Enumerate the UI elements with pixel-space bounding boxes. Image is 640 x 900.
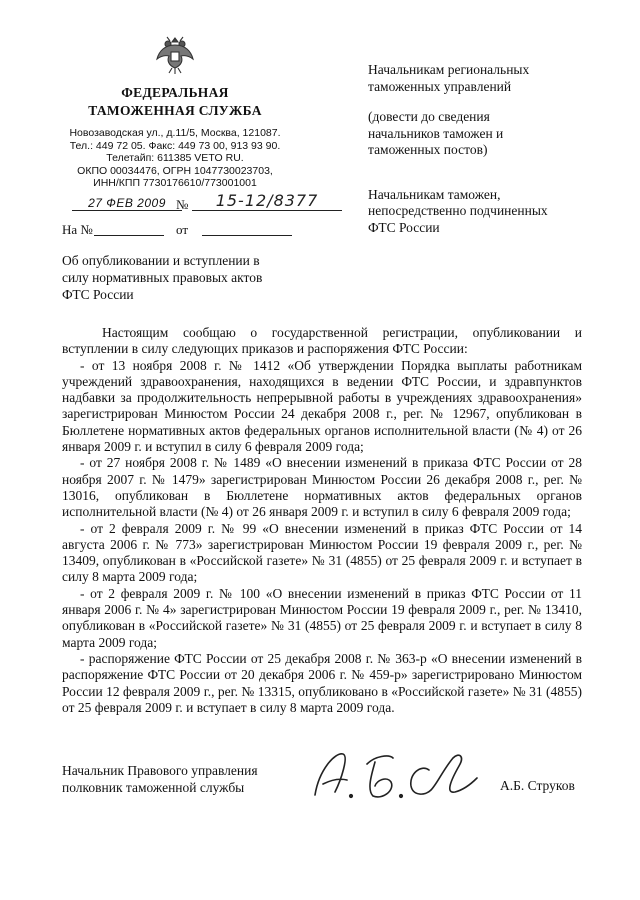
handwritten-signature-icon — [305, 740, 490, 810]
body-item: - от 2 февраля 2009 г. № 100 «О внесении изменений в приказ ФТС России от 11 января 2006 г. № 4» зарегистрирован Минюстом России 19 февраля 2009 г., рег. № 13410, опубликован в «Российской газете» № 31 (4855) от 25 февраля 2009 г. и вступает в силу 8 марта 2009 года; — [62, 585, 582, 650]
outgoing-date-number — [62, 191, 319, 218]
signatory-title — [62, 762, 302, 796]
body-item: - от 2 февраля 2009 г. № 99 «О внесении изменений в приказ ФТС России от 14 августа 2006 г. № 773» зарегистрирован Минюстом России 19 февраля 2009 г., рег. № 13409, опубликован в «Российской газете» № 31 (4855) от 25 февраля 2009 г. и вступает в силу 8 марта 2009 года; — [62, 520, 582, 585]
recipient-line: Начальникам таможен, — [368, 186, 501, 202]
reference-line — [62, 222, 302, 240]
recipient-line: таможенных постов) — [368, 142, 488, 157]
reference-label: На № — [62, 222, 93, 237]
body-intro: Настоящим сообщаю о государственной регистрации, опубликовании и вступлении в силу следующих приказов и распоряжения ФТС России: — [62, 325, 582, 357]
recipient-group — [368, 62, 588, 95]
subject-line: силу нормативных правовых актов — [62, 270, 263, 285]
recipients-block — [368, 62, 588, 236]
contact-details — [60, 127, 290, 190]
letter-body — [62, 325, 582, 716]
number-label: № — [176, 197, 189, 212]
contact-line: Тел.: 449 72 05. Факс: 449 73 00, 913 93 90. — [69, 139, 281, 152]
body-item: - от 27 ноября 2008 г. № 1489 «О внесении изменений в приказа ФТС России от 28 ноября 2007 г. № 1479» зарегистрирован Минюстом России 26 декабря 2008 г., рег. № 13016, опубликован в Бюллетене нормативных актов федеральных органов исполнительной власти (№ 4) от 26 января 2009 г. и вступил в силу 6 февраля 2009 года; — [62, 455, 582, 520]
recipient-line: ФТС России — [368, 219, 440, 235]
recipient-line: начальников таможен и — [368, 125, 504, 141]
reference-date-blank — [202, 235, 292, 236]
signatory-name: А.Б. Струков — [500, 778, 575, 793]
org-line-2: ТАМОЖЕННАЯ СЛУЖБА — [88, 103, 262, 118]
letter-subject — [62, 252, 292, 303]
outgoing-number: 15-12/8377 — [192, 191, 342, 211]
signatory-title-line: полковник таможенной службы — [62, 780, 245, 795]
recipient-note — [368, 109, 588, 159]
contact-line: Телетайп: 611385 VETO RU. — [106, 152, 244, 165]
reference-from-label: от — [176, 222, 189, 237]
organization-name — [70, 84, 280, 120]
org-line-1: ФЕДЕРАЛЬНАЯ — [121, 85, 229, 100]
recipient-line: непосредственно подчиненных — [368, 203, 548, 218]
recipient-line: Начальникам региональных — [368, 62, 530, 77]
subject-line: Об опубликовании и вступлении в — [62, 253, 260, 268]
recipient-group — [368, 187, 588, 237]
body-item: - распоряжение ФТС России от 25 декабря 2008 г. № 363-р «О внесении изменений в распоряжение ФТС России от 20 декабря 2006 г. № 459-р» зарегистрировано Минюстом России 12 февраля 2009 г., рег. № 13315, опубликовано в «Российской газете» № 31 (4855) от 25 февраля 2009 г. и вступает в силу 8 марта 2009 года. — [62, 650, 582, 715]
subject-line: ФТС России — [62, 287, 134, 302]
recipient-line: таможенных управлений — [368, 78, 512, 94]
outgoing-date: 27 ФЕВ 2009 — [72, 196, 182, 211]
contact-line: ОКПО 00034476, ОГРН 1047730023703, — [77, 164, 273, 177]
reference-number-blank — [94, 235, 164, 236]
signatory-title-line: Начальник Правового управления — [62, 763, 258, 778]
body-item: - от 13 ноября 2008 г. № 1412 «Об утверждении Порядка выплаты работникам учреждений здравоохранения, находящихся в ведении ФТС России, и здравпунктов надбавки за продолжительность непрерывной работы в учреждениях здравоохранения» зарегистрирован Минюстом России 24 декабря 2008 г., рег. № 12967, опубликован в Бюллетене нормативных актов федеральных органов исполнительной власти (№ 4) от 26 января 2009 г. и вступил в силу 6 февраля 2009 года; — [62, 357, 582, 455]
recipient-line: (довести до сведения — [368, 109, 490, 124]
contact-line: ИНН/КПП 7730176610/773001001 — [93, 177, 257, 190]
contact-line: Новозаводская ул., д.11/5, Москва, 121087. — [69, 127, 281, 139]
coat-of-arms-emblem-icon — [153, 32, 197, 76]
